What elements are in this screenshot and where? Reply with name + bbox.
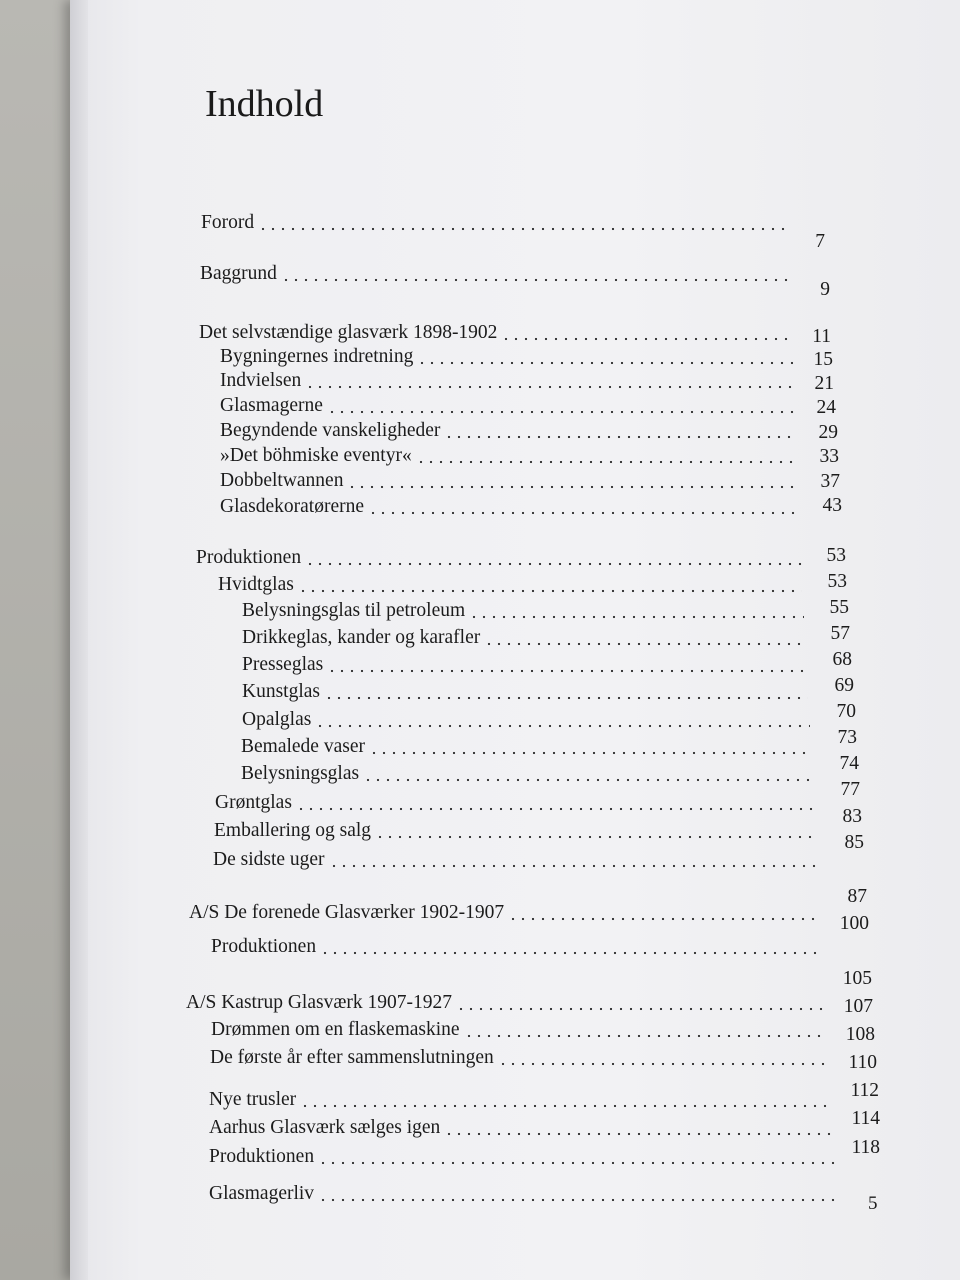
toc-entry-page: 43 [822,495,842,516]
toc-entry-title: Drikkeglas, kander og karafler [242,626,481,648]
toc-entry [186,986,831,1012]
toc-entry-page: 24 [816,397,836,418]
toc-entry-title: Produktionen [196,546,302,568]
dot-leader [375,828,816,840]
dot-leader [363,771,813,783]
toc-entry-page: 105 [842,968,872,989]
toc-entry-title: Bemalede vaser [241,735,365,757]
toc-entry-title: Belysningsglas [241,762,360,784]
toc-entry [220,464,804,490]
toc-entry-title: »Det böhmiske eventyr« [220,444,412,466]
toc-entry [242,703,816,729]
toc-entry [220,490,805,516]
dot-leader [347,478,798,490]
toc-entry [199,316,799,342]
dot-leader [305,555,802,567]
toc-entry-title: Produktionen [209,1145,315,1167]
toc-entry-title: Drømmen om en flaskemaskine [211,1018,460,1040]
dot-leader [508,910,821,922]
dot-leader [320,944,823,956]
dot-leader [329,857,818,869]
toc-entry [209,1111,839,1137]
toc-entry-title: Glasmagerliv [209,1182,315,1204]
toc-entry-page: 112 [850,1080,879,1101]
dot-leader [318,1154,835,1166]
toc-entry-page: 55 [829,597,849,618]
toc-entry-page: 107 [843,996,873,1017]
toc-entry-title: Baggrund [200,262,277,284]
toc-entry [241,730,817,756]
dot-leader [456,1000,825,1012]
toc-entry-page: 15 [813,349,833,370]
toc-entry [220,439,803,465]
toc-entry [242,675,814,701]
toc-entry-page: 77 [840,779,860,800]
dot-leader [327,662,806,674]
dot-leader [444,1125,833,1137]
dot-leader [369,744,811,756]
toc-entry [220,364,800,390]
toc-entry [210,1041,835,1067]
toc-entry-title: Aarhus Glasværk sælges igen [209,1116,441,1138]
toc-entry-page: 70 [836,701,856,722]
toc-entry [242,594,810,620]
toc-entry-page: 11 [812,326,831,347]
toc-entry-page: 57 [830,623,850,644]
toc-entry-page: 87 [847,886,867,907]
toc-entry-page: 53 [827,571,847,592]
toc-entry-page: 53 [826,545,846,566]
toc-entry-page: 114 [851,1108,880,1129]
toc-entry [218,568,808,594]
dot-leader [258,220,787,232]
toc-entry [201,206,793,232]
toc-entry-title: De sidste uger [213,848,325,870]
toc-entry-title: Opalglas [242,708,312,730]
toc-entry-title: A/S Kastrup Glasværk 1907-1927 [186,991,452,1013]
toc-entry-page: 9 [820,279,830,300]
toc-entry-title: Begyndende vanskeligheder [220,419,441,441]
dot-leader [324,689,808,701]
toc-entry-page: 118 [851,1137,880,1158]
dot-leader [484,635,805,647]
toc-entry-page: 110 [848,1052,877,1073]
toc-entry [215,786,820,812]
toc-entry [209,1177,842,1203]
toc-entry [189,896,827,922]
toc-entry-page: 37 [820,471,840,492]
toc-entry-title: De første år efter sammenslutningen [210,1046,494,1068]
toc-entry-title: Produktionen [211,935,317,957]
toc-entry [209,1140,841,1166]
page-title: Indhold [205,83,324,125]
toc-entry [242,648,812,674]
toc-entry-page: 29 [818,422,838,443]
toc-entry-page: 74 [839,753,859,774]
toc-entry-title: Kunstglas [242,680,320,702]
toc-entry-page: 100 [839,913,869,934]
toc-entry-page: 83 [842,806,862,827]
toc-entry [196,541,808,567]
toc-entry [213,843,824,869]
toc-entry-title: Forord [201,211,255,233]
toc-entry-title: Grøntglas [215,791,292,813]
dot-leader [298,582,802,594]
toc-entry-title: Nye trusler [209,1088,297,1110]
dot-leader [315,717,810,729]
dot-leader [464,1027,827,1039]
toc-entry-title: Belysningsglas til petroleum [242,599,466,621]
toc-entry [220,340,799,366]
toc-entry-title: Emballering og salg [214,819,372,841]
toc-entry [200,257,795,283]
toc-entry [242,621,811,647]
toc-entry-page: 69 [834,675,854,696]
toc-entry [211,930,829,956]
toc-entry-page: 68 [832,649,852,670]
toc-entry [214,814,822,840]
dot-leader [498,1055,829,1067]
toc-entry-title: Indvielsen [220,369,302,391]
toc-entry-title: Glasdekoratørerne [220,495,365,517]
toc-entry [220,389,801,415]
toc-entry-title: Dobbeltwannen [220,469,344,491]
toc-entry-title: Bygningernes indretning [220,345,414,367]
toc-entry [211,1013,833,1039]
dot-leader [300,1097,831,1109]
dot-leader [469,608,804,620]
toc-entry-title: Presseglas [242,653,324,675]
toc-entry-title: Glasmagerne [220,394,323,416]
dot-leader [281,271,789,283]
toc-entry-title: Hvidtglas [218,573,294,595]
dot-leader [368,504,799,516]
toc-entry-page: 108 [845,1024,875,1045]
toc-entry-page: 85 [844,832,864,853]
toc-entry-page: 21 [814,373,834,394]
toc-entry-page: 73 [837,727,857,748]
dot-leader [296,800,814,812]
toc-entry-title: A/S De forenede Glasværker 1902-1907 [189,901,505,923]
toc-entry [220,414,802,440]
toc-entry-page: 7 [815,231,825,252]
toc-entry [241,757,819,783]
page-number: 5 [868,1193,878,1214]
toc-entry-title: Det selvstændige glasværk 1898-1902 [199,321,498,343]
dot-leader [318,1191,836,1203]
toc-entry [209,1083,837,1109]
toc-entry-page: 33 [819,446,839,467]
